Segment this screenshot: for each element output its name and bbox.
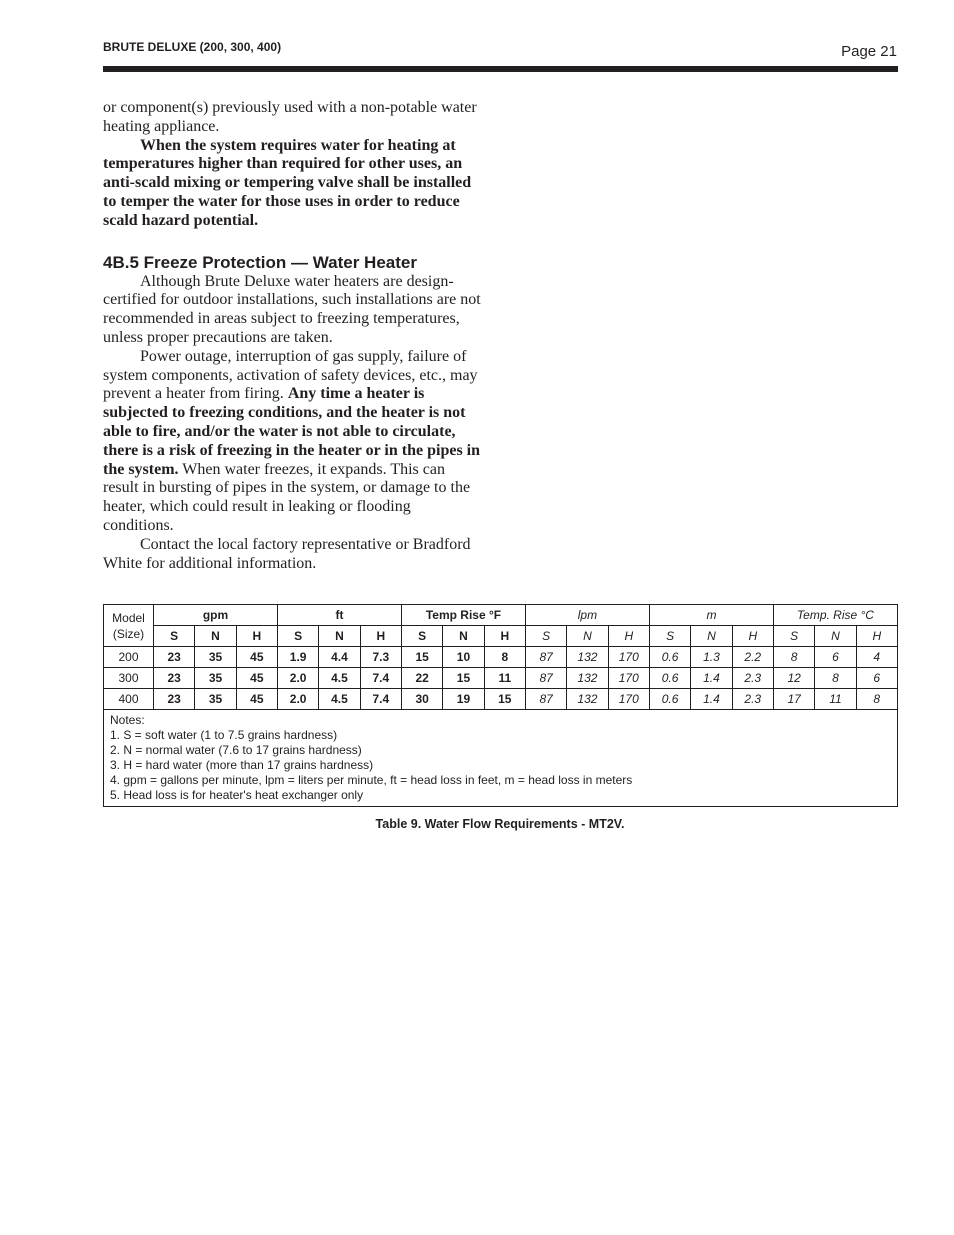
value-cell: 132 [567, 668, 608, 689]
notes-heading: Notes: [110, 713, 145, 727]
value-cell: 132 [567, 647, 608, 668]
value-cell: 19 [443, 689, 484, 710]
value-cell: 87 [525, 668, 566, 689]
paragraph-freezing-risk [103, 348, 483, 536]
value-cell: 0.6 [649, 668, 690, 689]
value-cell: 6 [815, 647, 856, 668]
value-cell: 1.9 [277, 647, 318, 668]
group-header-gpm: gpm [154, 605, 278, 626]
sub-header-row [104, 626, 898, 647]
header-rule [103, 66, 898, 72]
value-cell: 35 [195, 647, 236, 668]
value-cell: 132 [567, 689, 608, 710]
value-cell: 11 [815, 689, 856, 710]
value-cell: 7.4 [360, 689, 401, 710]
freezing-risk-consequence: When water freezes, it expands. This can result in bursting of pipes in the system, or damage to the heater, which could result in leaking or flooding conditions. [103, 460, 471, 534]
value-cell: 0.6 [649, 647, 690, 668]
value-cell: 2.3 [732, 668, 773, 689]
value-cell: 12 [773, 668, 814, 689]
value-cell: 2.3 [732, 689, 773, 710]
table-body [104, 647, 898, 710]
value-cell: 45 [236, 689, 277, 710]
paragraph-outdoor-installation: Although Brute Deluxe water heaters are design-certified for outdoor installations, such installations are not recommended in areas subject to freezing temperatures, unless proper precautions are taken. [103, 272, 481, 346]
paragraph-contact: Contact the local factory representative or Bradford White for additional information. [103, 535, 471, 572]
sub-header: N [195, 626, 236, 647]
value-cell: 15 [401, 647, 442, 668]
page-number: Page 21 [841, 43, 897, 60]
value-cell: 23 [154, 689, 195, 710]
value-cell: 4 [856, 647, 897, 668]
value-cell: 7.3 [360, 647, 401, 668]
sub-header: N [815, 626, 856, 647]
model-cell: 200 [104, 647, 154, 668]
value-cell: 4.4 [319, 647, 360, 668]
note-item: 5. Head loss is for heater's heat exchanger only [110, 788, 364, 802]
value-cell: 2.0 [277, 689, 318, 710]
sub-header: H [484, 626, 525, 647]
sub-header: H [732, 626, 773, 647]
note-item: 4. gpm = gallons per minute, lpm = liters per minute, ft = head loss in feet, m = head loss in meters [110, 773, 633, 787]
sub-header: N [691, 626, 732, 647]
value-cell: 11 [484, 668, 525, 689]
value-cell: 170 [608, 689, 649, 710]
freezing-risk-warning: Any time a heater is subjected to freezing conditions, and the heater is not able to fire, and/or the water is not able to circulate, there is a risk of freezing in the heater or in the pipes in the system. [103, 385, 481, 478]
value-cell: 6 [856, 668, 897, 689]
group-header-temp-rise-f: Temp Rise °F [401, 605, 525, 626]
paragraph-continuation: or component(s) previously used with a non-potable water heating appliance. [103, 99, 477, 135]
value-cell: 8 [815, 668, 856, 689]
value-cell: 23 [154, 647, 195, 668]
sub-header: S [773, 626, 814, 647]
value-cell: 4.5 [319, 689, 360, 710]
group-header-m: m [649, 605, 773, 626]
text-column [103, 99, 483, 573]
table-row [104, 689, 898, 710]
value-cell: 17 [773, 689, 814, 710]
sub-header: S [401, 626, 442, 647]
group-header-ft: ft [277, 605, 401, 626]
group-header-temp-rise-c: Temp. Rise °C [773, 605, 897, 626]
table-notes [104, 710, 898, 807]
value-cell: 45 [236, 668, 277, 689]
value-cell: 1.3 [691, 647, 732, 668]
value-cell: 2.0 [277, 668, 318, 689]
sub-header: N [567, 626, 608, 647]
value-cell: 23 [154, 668, 195, 689]
value-cell: 87 [525, 647, 566, 668]
value-cell: 4.5 [319, 668, 360, 689]
value-cell: 170 [608, 647, 649, 668]
note-item: 2. N = normal water (7.6 to 17 grains hardness) [110, 743, 362, 757]
water-flow-table [103, 604, 898, 807]
value-cell: 2.2 [732, 647, 773, 668]
anti-scald-warning [103, 137, 483, 231]
value-cell: 35 [195, 668, 236, 689]
model-size-header: Model (Size) [104, 605, 154, 647]
model-cell: 300 [104, 668, 154, 689]
value-cell: 0.6 [649, 689, 690, 710]
table-row [104, 668, 898, 689]
table-caption: Table 9. Water Flow Requirements - MT2V. [375, 817, 625, 831]
model-cell: 400 [104, 689, 154, 710]
value-cell: 7.4 [360, 668, 401, 689]
anti-scald-warning-text: When the system requires water for heating at temperatures higher than required for other uses, an anti-scald mixing or tempering valve shall be installed to temper the water for those uses in order to reduce scald hazard potential. [103, 136, 472, 229]
sub-header: N [319, 626, 360, 647]
value-cell: 15 [443, 668, 484, 689]
sub-header: S [154, 626, 195, 647]
value-cell: 10 [443, 647, 484, 668]
value-cell: 87 [525, 689, 566, 710]
group-header-lpm: lpm [525, 605, 649, 626]
value-cell: 8 [773, 647, 814, 668]
value-cell: 8 [856, 689, 897, 710]
table-row [104, 647, 898, 668]
sub-header: S [649, 626, 690, 647]
value-cell: 170 [608, 668, 649, 689]
sub-header: S [277, 626, 318, 647]
sub-header: N [443, 626, 484, 647]
sub-header: H [856, 626, 897, 647]
value-cell: 15 [484, 689, 525, 710]
value-cell: 30 [401, 689, 442, 710]
section-heading-freeze-protection: 4B.5 Freeze Protection — Water Heater [103, 252, 417, 272]
note-item: 3. H = hard water (more than 17 grains hardness) [110, 758, 374, 772]
sub-header: H [360, 626, 401, 647]
freezing-risk-intro: Power outage, interruption of gas supply, failure of system components, activation of safety devices, etc., may prevent a heater from firing. [103, 347, 478, 403]
value-cell: 35 [195, 689, 236, 710]
sub-header: H [608, 626, 649, 647]
document-header-title: BRUTE DELUXE (200, 300, 400) [103, 40, 282, 54]
value-cell: 1.4 [691, 689, 732, 710]
value-cell: 1.4 [691, 668, 732, 689]
value-cell: 22 [401, 668, 442, 689]
sub-header: S [525, 626, 566, 647]
sub-header: H [236, 626, 277, 647]
value-cell: 8 [484, 647, 525, 668]
value-cell: 45 [236, 647, 277, 668]
note-item: 1. S = soft water (1 to 7.5 grains hardness) [110, 728, 338, 742]
